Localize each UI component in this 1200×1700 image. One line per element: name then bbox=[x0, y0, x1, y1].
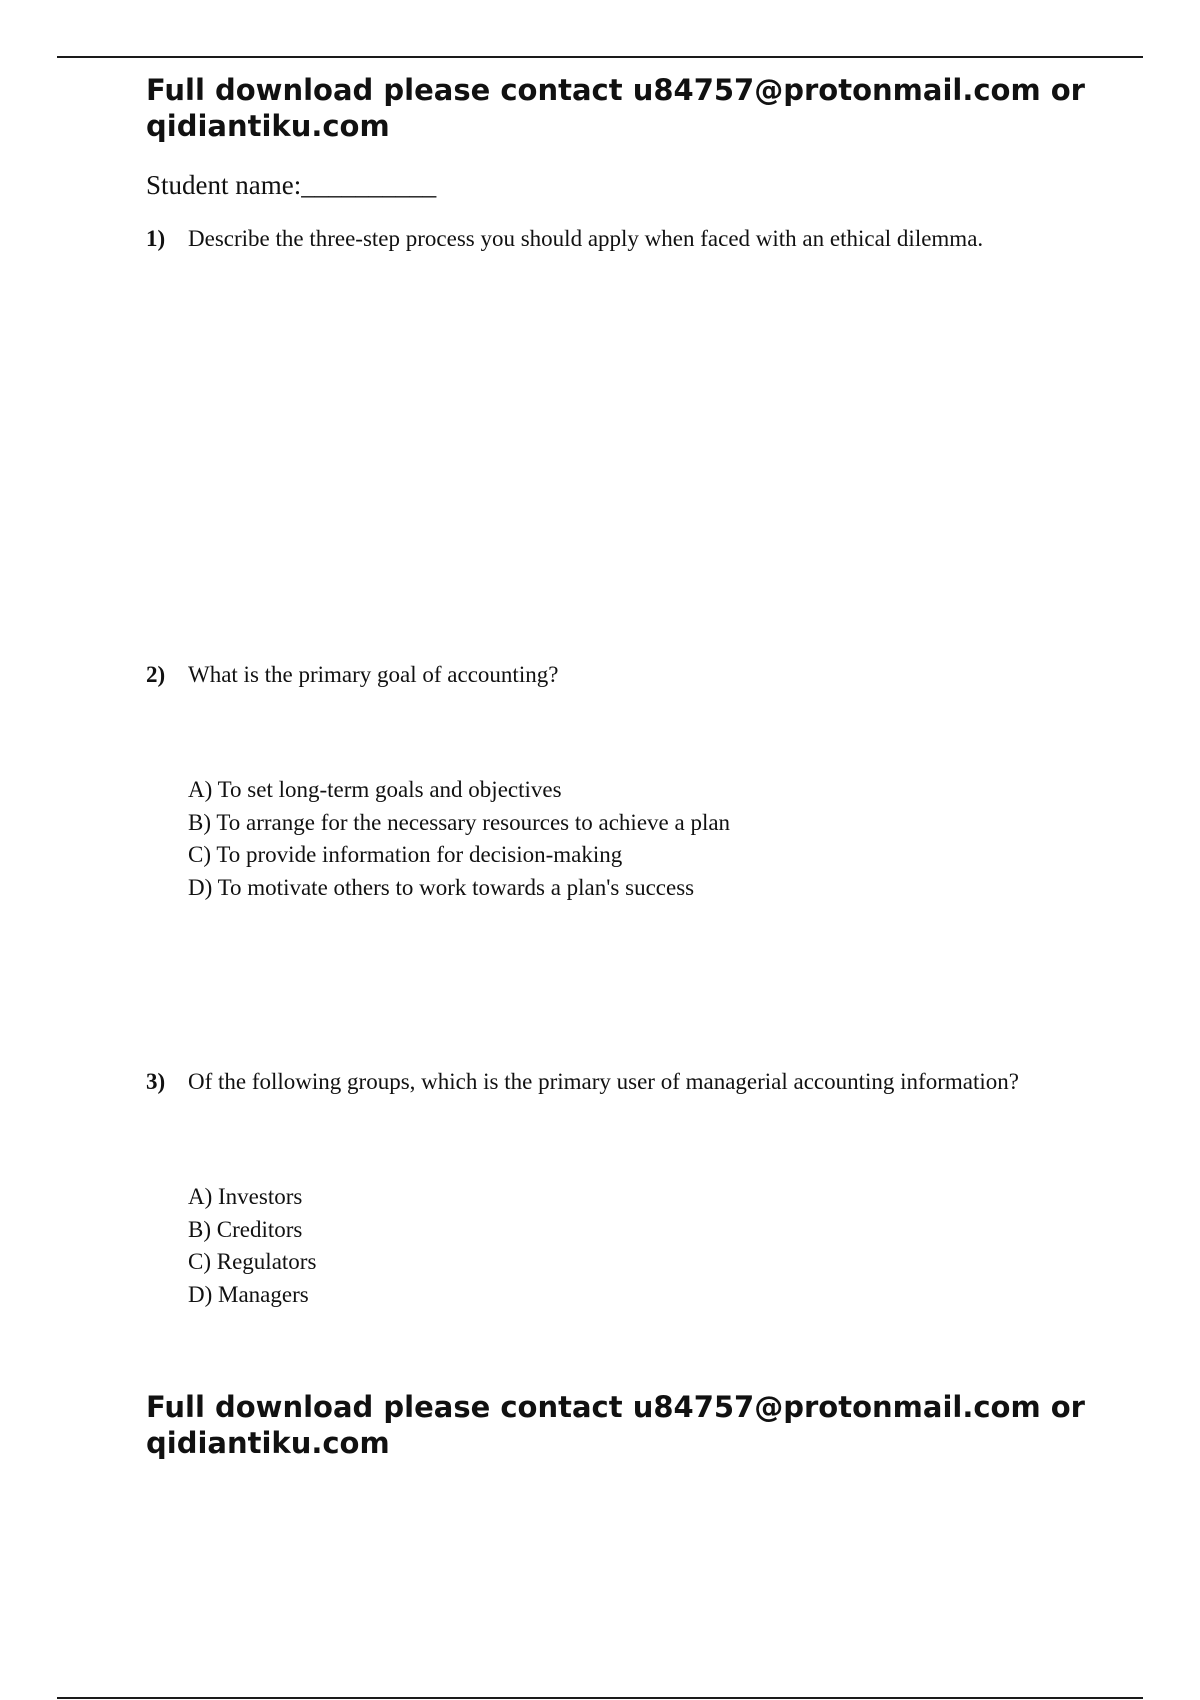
question-2 bbox=[146, 660, 1106, 690]
question-text: Of the following groups, which is the primary user of managerial accounting information? bbox=[188, 1069, 1019, 1094]
question-text: What is the primary goal of accounting? bbox=[188, 662, 559, 687]
answer-option-c: C) Regulators bbox=[188, 1249, 317, 1274]
top-divider bbox=[57, 56, 1143, 58]
question-text: Describe the three-step process you should apply when faced with an ethical dilemma. bbox=[188, 226, 984, 251]
answer-option-b: B) Creditors bbox=[188, 1216, 303, 1242]
answer-option-a: A) Investors bbox=[188, 1184, 303, 1209]
answer-option-d: D) To motivate others to work towards a plan's success bbox=[188, 874, 695, 900]
question-3-options bbox=[188, 1181, 316, 1311]
answer-option-b: B) To arrange for the necessary resources to achieve a plan bbox=[188, 809, 731, 835]
question-number: 2) bbox=[146, 662, 166, 687]
contact-banner-top: Full download please contact u84757@protonmail.com or qidiantiku.com bbox=[146, 73, 1085, 143]
question-number: 1) bbox=[146, 226, 166, 251]
question-1 bbox=[146, 224, 1106, 254]
answer-option-d: D) Managers bbox=[188, 1281, 309, 1307]
bottom-divider bbox=[57, 1697, 1143, 1699]
student-name-field: Student name:__________ bbox=[146, 170, 437, 200]
question-2-options bbox=[188, 774, 730, 904]
answer-option-c: C) To provide information for decision-making bbox=[188, 842, 623, 867]
question-3 bbox=[146, 1067, 1106, 1097]
contact-banner-bottom: Full download please contact u84757@protonmail.com or qidiantiku.com bbox=[146, 1390, 1085, 1460]
question-number: 3) bbox=[146, 1069, 166, 1094]
answer-option-a: A) To set long-term goals and objectives bbox=[188, 777, 562, 802]
